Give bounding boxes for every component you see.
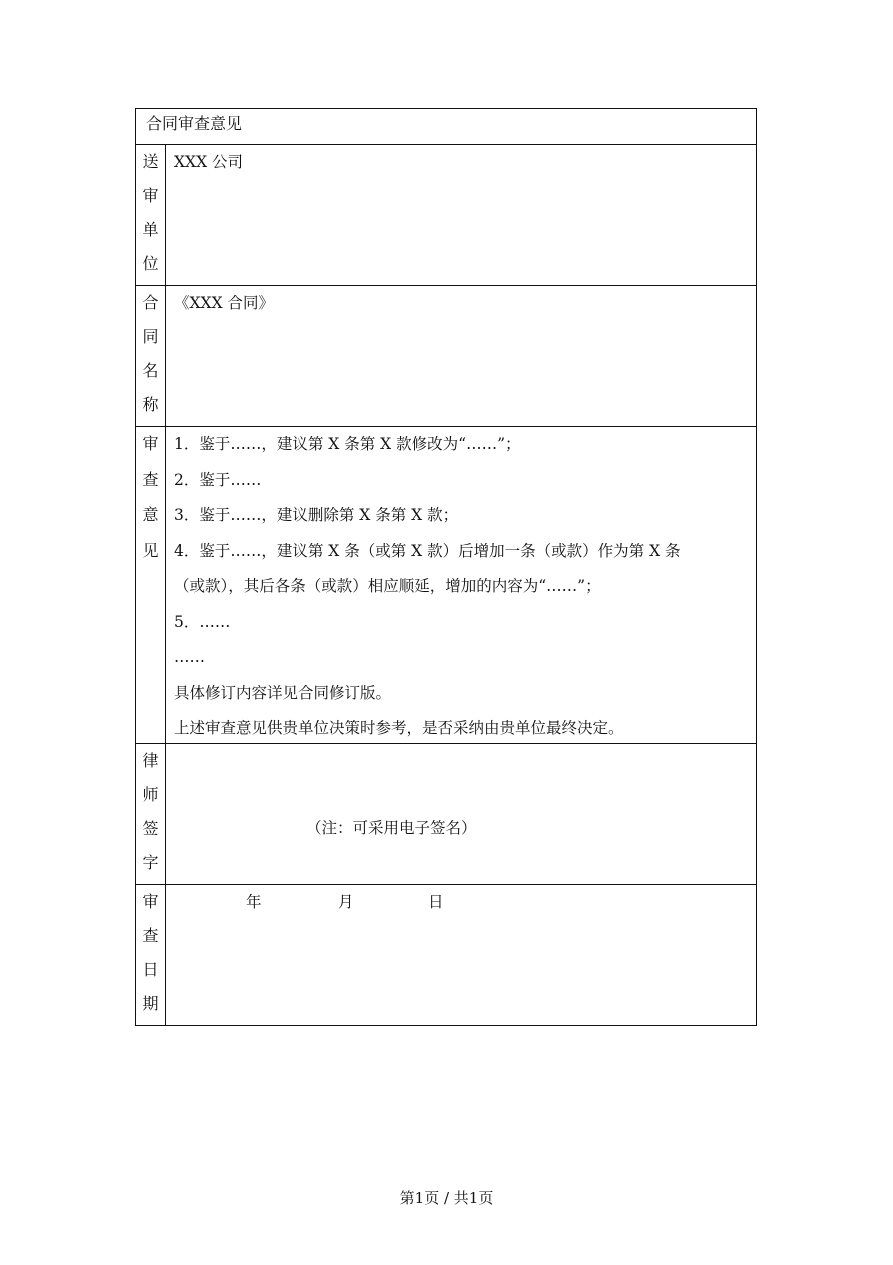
label-char: 单 bbox=[142, 220, 159, 239]
label-submitting-unit bbox=[136, 145, 166, 285]
label-char: 位 bbox=[142, 254, 159, 273]
label-char: 师 bbox=[142, 785, 159, 804]
label-char: 审 bbox=[142, 186, 159, 205]
date-day-label: 日 bbox=[428, 893, 444, 911]
contract-name-value-cell bbox=[166, 286, 756, 426]
review-opinion-table bbox=[135, 108, 757, 1026]
label-lawyer-signature bbox=[136, 744, 166, 884]
page-number: 第1页 / 共1页 bbox=[399, 1189, 494, 1207]
table-title: 合同审查意见 bbox=[136, 109, 756, 145]
label-char: 律 bbox=[142, 751, 159, 770]
contract-name-value: 《XXX 合同》 bbox=[174, 294, 275, 312]
submitting-unit-value-cell bbox=[166, 145, 756, 285]
label-char: 合 bbox=[142, 293, 159, 312]
opinion-item: …… bbox=[174, 648, 205, 666]
label-char: 意 bbox=[142, 505, 159, 524]
opinion-item: （或款），其后各条（或款）相应顺延，增加的内容为“……”； bbox=[174, 577, 601, 595]
opinion-item: 4．鉴于……，建议第 X 条（或第 X 款）后增加一条（或款）作为第 X 条 bbox=[174, 541, 681, 560]
label-char: 期 bbox=[142, 994, 159, 1013]
row-lawyer-signature bbox=[136, 744, 756, 885]
submitting-unit-value: XXX 公司 bbox=[174, 153, 244, 171]
label-char: 名 bbox=[142, 361, 159, 380]
label-char: 查 bbox=[142, 469, 159, 489]
opinion-summary: 具体修订内容详见合同修订版。 bbox=[174, 683, 392, 702]
label-char: 审 bbox=[142, 434, 159, 453]
label-char: 同 bbox=[142, 327, 159, 346]
signature-note: （注：可采用电子签名） bbox=[306, 819, 477, 837]
review-date-cell[interactable] bbox=[166, 885, 756, 1025]
opinion-disclaimer: 上述审查意见供贵单位决策时参考，是否采纳由贵单位最终决定。 bbox=[174, 719, 624, 737]
opinion-item: 2．鉴于…… bbox=[174, 470, 262, 489]
label-char: 称 bbox=[142, 395, 159, 414]
review-opinion-cell bbox=[166, 427, 756, 743]
label-char: 日 bbox=[142, 960, 159, 979]
label-char: 送 bbox=[142, 152, 159, 171]
label-char: 字 bbox=[142, 853, 159, 872]
label-char: 见 bbox=[142, 540, 159, 560]
row-contract-name bbox=[136, 286, 756, 427]
label-contract-name bbox=[136, 286, 166, 426]
label-char: 查 bbox=[142, 926, 159, 945]
date-year-label: 年 bbox=[246, 893, 262, 911]
opinion-item: 1．鉴于……，建议第 X 条第 X 款修改为“……”； bbox=[174, 435, 521, 453]
label-char: 审 bbox=[142, 892, 159, 911]
opinion-item: 5．…… bbox=[174, 612, 231, 631]
row-review-date bbox=[136, 885, 756, 1025]
date-month-label: 月 bbox=[338, 893, 354, 911]
row-submitting-unit bbox=[136, 145, 756, 286]
opinion-item: 3．鉴于……，建议删除第 X 条第 X 款； bbox=[174, 506, 459, 524]
signature-cell[interactable] bbox=[166, 744, 756, 884]
row-review-opinion bbox=[136, 427, 756, 744]
label-review-date bbox=[136, 885, 166, 1025]
label-char: 签 bbox=[142, 819, 159, 838]
label-review-opinion bbox=[136, 427, 166, 743]
